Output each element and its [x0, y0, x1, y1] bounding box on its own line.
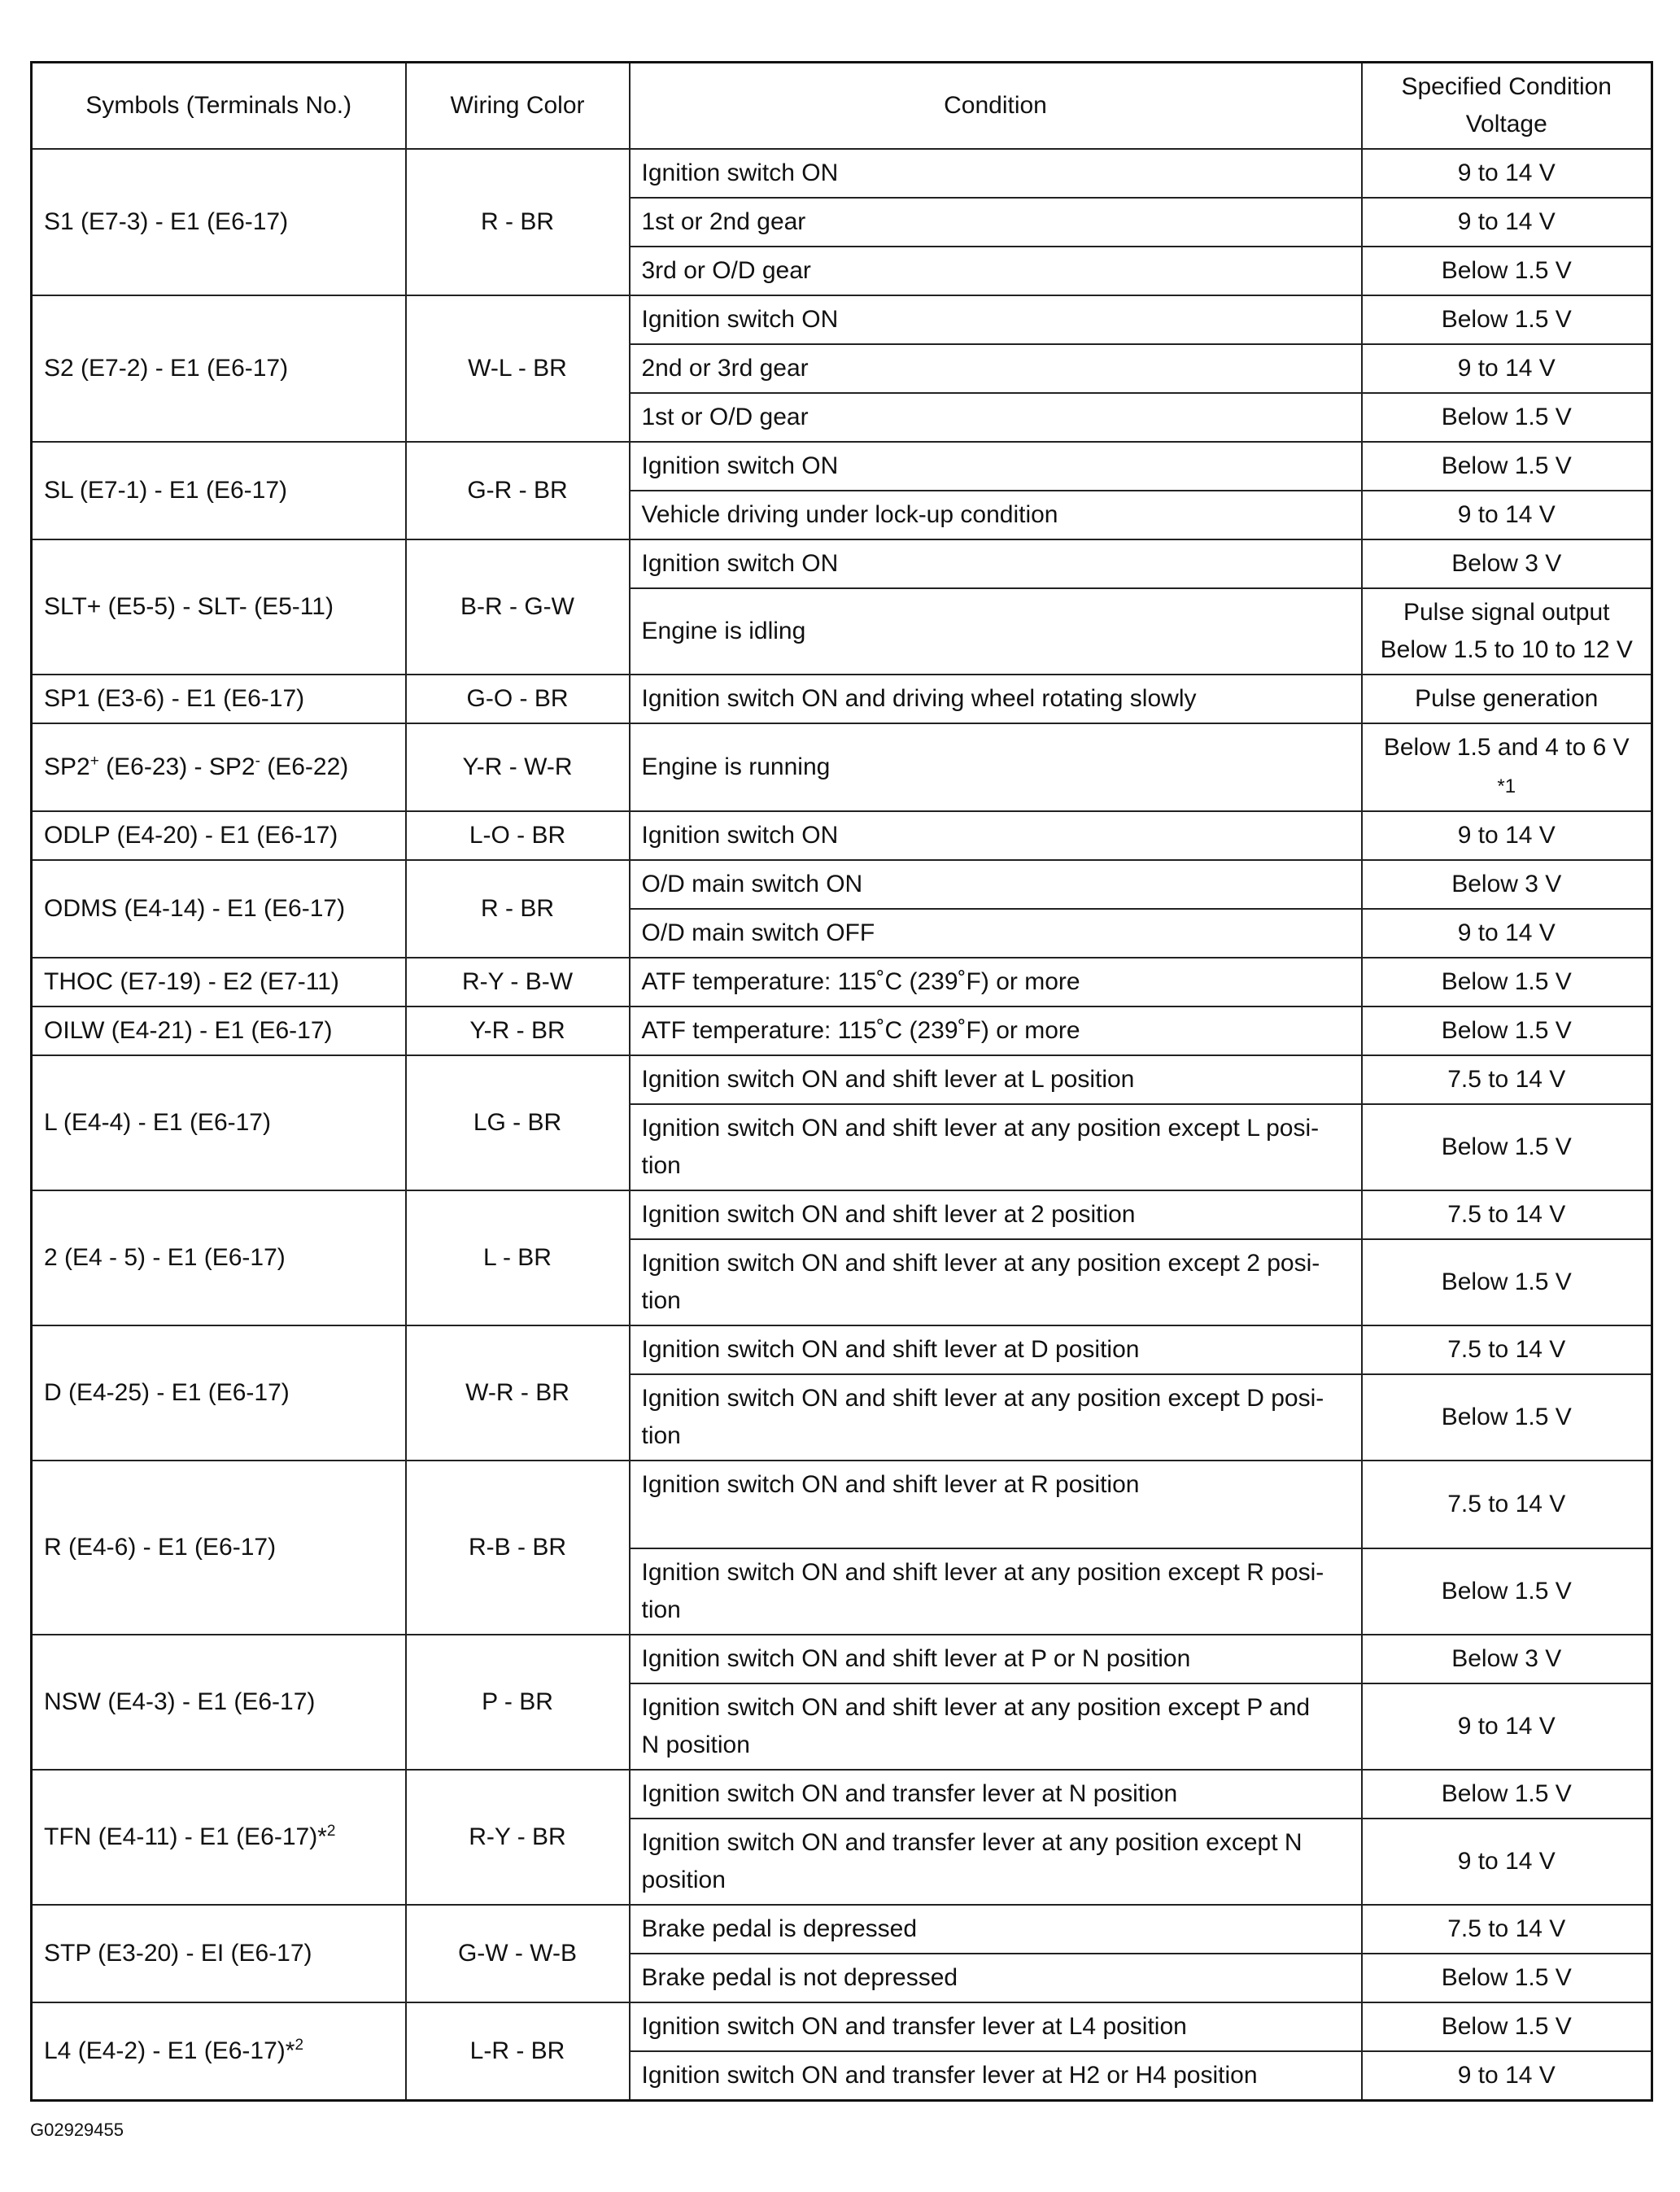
terminal-symbol — [32, 1770, 406, 1905]
condition-line1: Ignition switch ON and shift lever at any position except D posi- — [641, 1385, 1324, 1412]
condition-text: O/D main switch ON — [630, 860, 1362, 909]
symbol-sup: + — [89, 753, 99, 770]
terminal-symbol: THOC (E7-19) - E2 (E7-11) — [32, 958, 406, 1006]
voltage-value: 9 to 14 V — [1362, 1819, 1652, 1905]
table-row — [32, 295, 1652, 344]
wiring-color: L-O - BR — [406, 811, 630, 860]
wiring-color: G-O - BR — [406, 675, 630, 723]
header-symbols: Symbols (Terminals No.) — [32, 63, 406, 150]
wiring-color: L-R - BR — [406, 2002, 630, 2101]
voltage-value: Below 1.5 V — [1362, 393, 1652, 442]
condition-line1: Ignition switch ON and shift lever at any position except P and — [641, 1694, 1311, 1721]
terminal-voltage-table — [30, 61, 1653, 2102]
terminal-symbol: SLT+ (E5-5) - SLT- (E5-11) — [32, 539, 406, 675]
condition-text: ATF temperature: 115˚C (239˚F) or more — [630, 1006, 1362, 1055]
condition-text: Ignition switch ON — [630, 149, 1362, 198]
wiring-color: G-W - W-B — [406, 1905, 630, 2002]
condition-text: 1st or 2nd gear — [630, 198, 1362, 247]
table-header-row — [32, 63, 1652, 150]
condition-text: Ignition switch ON — [630, 539, 1362, 588]
table-row — [32, 811, 1652, 860]
condition-line2: tion — [641, 1422, 681, 1449]
condition-line2: tion — [641, 1596, 681, 1623]
table-row — [32, 1461, 1652, 1548]
voltage-value: Below 1.5 V — [1362, 247, 1652, 295]
terminal-symbol: ODLP (E4-20) - E1 (E6-17) — [32, 811, 406, 860]
voltage-line1: Pulse signal output — [1403, 599, 1610, 626]
symbol-part: (E6-22) — [260, 753, 349, 780]
condition-text: Ignition switch ON and shift lever at 2 position — [630, 1190, 1362, 1239]
table-row — [32, 1190, 1652, 1239]
voltage-value: 7.5 to 14 V — [1362, 1325, 1652, 1374]
wiring-color: R-Y - B-W — [406, 958, 630, 1006]
terminal-symbol: NSW (E4-3) - E1 (E6-17) — [32, 1635, 406, 1770]
condition-text: Ignition switch ON and transfer lever at H2 or H4 position — [630, 2051, 1362, 2101]
wiring-color: LG - BR — [406, 1055, 630, 1190]
voltage-line1: Below 1.5 and 4 to 6 V — [1383, 734, 1630, 761]
wiring-color: Y-R - W-R — [406, 723, 630, 811]
condition-text: Vehicle driving under lock-up condition — [630, 491, 1362, 539]
condition-text: Engine is idling — [630, 588, 1362, 675]
voltage-value: 9 to 14 V — [1362, 491, 1652, 539]
voltage-value: 9 to 14 V — [1362, 1683, 1652, 1770]
table-row — [32, 539, 1652, 588]
voltage-value: Below 1.5 V — [1362, 1954, 1652, 2002]
terminal-symbol: SP1 (E3-6) - E1 (E6-17) — [32, 675, 406, 723]
voltage-value: Below 1.5 V — [1362, 1548, 1652, 1635]
condition-text: Ignition switch ON and transfer lever at L4 position — [630, 2002, 1362, 2051]
voltage-value: Pulse generation — [1362, 675, 1652, 723]
condition-line1: Ignition switch ON and shift lever at any position except 2 posi- — [641, 1250, 1320, 1277]
voltage-value: 9 to 14 V — [1362, 344, 1652, 393]
terminal-symbol: S1 (E7-3) - E1 (E6-17) — [32, 149, 406, 295]
wiring-color: R-Y - BR — [406, 1770, 630, 1905]
voltage-value: Below 1.5 V — [1362, 1374, 1652, 1461]
table-row — [32, 442, 1652, 491]
voltage-value: Below 1.5 V — [1362, 958, 1652, 1006]
terminal-symbol: STP (E3-20) - EI (E6-17) — [32, 1905, 406, 2002]
symbol-part: L4 (E4-2) - E1 (E6-17)* — [44, 2037, 295, 2064]
terminal-symbol: OILW (E4-21) - E1 (E6-17) — [32, 1006, 406, 1055]
condition-text: 1st or O/D gear — [630, 393, 1362, 442]
condition-text — [630, 1239, 1362, 1325]
terminal-symbol — [32, 2002, 406, 2101]
condition-text: Ignition switch ON and shift lever at R position — [630, 1461, 1362, 1548]
table-row — [32, 1055, 1652, 1104]
condition-text: 3rd or O/D gear — [630, 247, 1362, 295]
voltage-value: Below 3 V — [1362, 539, 1652, 588]
footnote-marker: *1 — [1497, 775, 1516, 797]
condition-line1: Ignition switch ON and shift lever at any position except R posi- — [641, 1559, 1324, 1586]
condition-line1: Ignition switch ON and transfer lever at any position except N — [641, 1829, 1303, 1856]
voltage-value: 9 to 14 V — [1362, 198, 1652, 247]
voltage-value: 7.5 to 14 V — [1362, 1461, 1652, 1548]
table-row — [32, 723, 1652, 811]
condition-text: Brake pedal is depressed — [630, 1905, 1362, 1954]
header-wiring-color: Wiring Color — [406, 63, 630, 150]
voltage-value — [1362, 723, 1652, 811]
header-condition: Condition — [630, 63, 1362, 150]
wiring-color: R - BR — [406, 860, 630, 958]
symbol-sup: - — [255, 753, 260, 770]
condition-text: Ignition switch ON and driving wheel rotating slowly — [630, 675, 1362, 723]
spec-table-container — [30, 61, 1651, 2102]
condition-text — [630, 1548, 1362, 1635]
condition-text: O/D main switch OFF — [630, 909, 1362, 958]
condition-line1: Ignition switch ON and shift lever at any position except L posi- — [641, 1115, 1320, 1142]
table-row — [32, 860, 1652, 909]
table-row — [32, 1325, 1652, 1374]
condition-text: Brake pedal is not depressed — [630, 1954, 1362, 2002]
condition-text: Ignition switch ON — [630, 295, 1362, 344]
wiring-color: W-R - BR — [406, 1325, 630, 1461]
terminal-symbol: ODMS (E4-14) - E1 (E6-17) — [32, 860, 406, 958]
voltage-value: Below 1.5 V — [1362, 442, 1652, 491]
wiring-color: R-B - BR — [406, 1461, 630, 1635]
table-row — [32, 1770, 1652, 1819]
voltage-value — [1362, 588, 1652, 675]
wiring-color: P - BR — [406, 1635, 630, 1770]
condition-text: Ignition switch ON and shift lever at P or N position — [630, 1635, 1362, 1683]
voltage-line2: Below 1.5 to 10 to 12 V — [1380, 636, 1633, 663]
voltage-value: 7.5 to 14 V — [1362, 1905, 1652, 1954]
symbol-part: SP2 — [44, 753, 90, 780]
symbol-sup: 2 — [326, 1823, 336, 1840]
voltage-value: 9 to 14 V — [1362, 2051, 1652, 2101]
voltage-value: Below 1.5 V — [1362, 1104, 1652, 1190]
header-voltage-line2: Voltage — [1465, 111, 1547, 138]
voltage-value: 7.5 to 14 V — [1362, 1055, 1652, 1104]
condition-line2: position — [641, 1867, 726, 1893]
symbol-part: TFN (E4-11) - E1 (E6-17)* — [44, 1823, 327, 1850]
voltage-value: Below 3 V — [1362, 1635, 1652, 1683]
table-row — [32, 1635, 1652, 1683]
condition-line2: N position — [641, 1731, 750, 1758]
terminal-symbol: SL (E7-1) - E1 (E6-17) — [32, 442, 406, 539]
condition-line2: tion — [641, 1152, 681, 1179]
voltage-value: Below 1.5 V — [1362, 1770, 1652, 1819]
condition-text: Ignition switch ON — [630, 811, 1362, 860]
condition-text: Ignition switch ON and shift lever at L position — [630, 1055, 1362, 1104]
symbol-sup: 2 — [295, 2037, 304, 2054]
voltage-value: 9 to 14 V — [1362, 149, 1652, 198]
voltage-value: 9 to 14 V — [1362, 909, 1652, 958]
terminal-symbol: 2 (E4 - 5) - E1 (E6-17) — [32, 1190, 406, 1325]
table-row — [32, 958, 1652, 1006]
table-row — [32, 675, 1652, 723]
wiring-color: Y-R - BR — [406, 1006, 630, 1055]
condition-text: ATF temperature: 115˚C (239˚F) or more — [630, 958, 1362, 1006]
condition-text: Ignition switch ON — [630, 442, 1362, 491]
header-voltage-line1: Specified Condition — [1401, 73, 1612, 100]
condition-text — [630, 1104, 1362, 1190]
table-row — [32, 149, 1652, 198]
terminal-symbol — [32, 723, 406, 811]
wiring-color: B-R - G-W — [406, 539, 630, 675]
table-row — [32, 1006, 1652, 1055]
terminal-symbol: R (E4-6) - E1 (E6-17) — [32, 1461, 406, 1635]
voltage-value: Below 3 V — [1362, 860, 1652, 909]
condition-text: Ignition switch ON and shift lever at D position — [630, 1325, 1362, 1374]
voltage-value: Below 1.5 V — [1362, 2002, 1652, 2051]
table-row — [32, 1905, 1652, 1954]
terminal-symbol: L (E4-4) - E1 (E6-17) — [32, 1055, 406, 1190]
terminal-symbol: S2 (E7-2) - E1 (E6-17) — [32, 295, 406, 442]
condition-line2: tion — [641, 1287, 681, 1314]
condition-text — [630, 1374, 1362, 1461]
voltage-value: Below 1.5 V — [1362, 295, 1652, 344]
condition-text — [630, 1683, 1362, 1770]
voltage-value: Below 1.5 V — [1362, 1239, 1652, 1325]
condition-text: Ignition switch ON and transfer lever at N position — [630, 1770, 1362, 1819]
figure-id: G02929455 — [30, 2120, 124, 2140]
wiring-color: L - BR — [406, 1190, 630, 1325]
wiring-color: W-L - BR — [406, 295, 630, 442]
voltage-value: Below 1.5 V — [1362, 1006, 1652, 1055]
terminal-symbol: D (E4-25) - E1 (E6-17) — [32, 1325, 406, 1461]
condition-text: 2nd or 3rd gear — [630, 344, 1362, 393]
condition-text: Engine is running — [630, 723, 1362, 811]
table-row — [32, 2002, 1652, 2051]
voltage-value: 9 to 14 V — [1362, 811, 1652, 860]
condition-text — [630, 1819, 1362, 1905]
wiring-color: R - BR — [406, 149, 630, 295]
symbol-part: (E6-23) - SP2 — [98, 753, 255, 780]
wiring-color: G-R - BR — [406, 442, 630, 539]
header-voltage — [1362, 63, 1652, 150]
voltage-value: 7.5 to 14 V — [1362, 1190, 1652, 1239]
